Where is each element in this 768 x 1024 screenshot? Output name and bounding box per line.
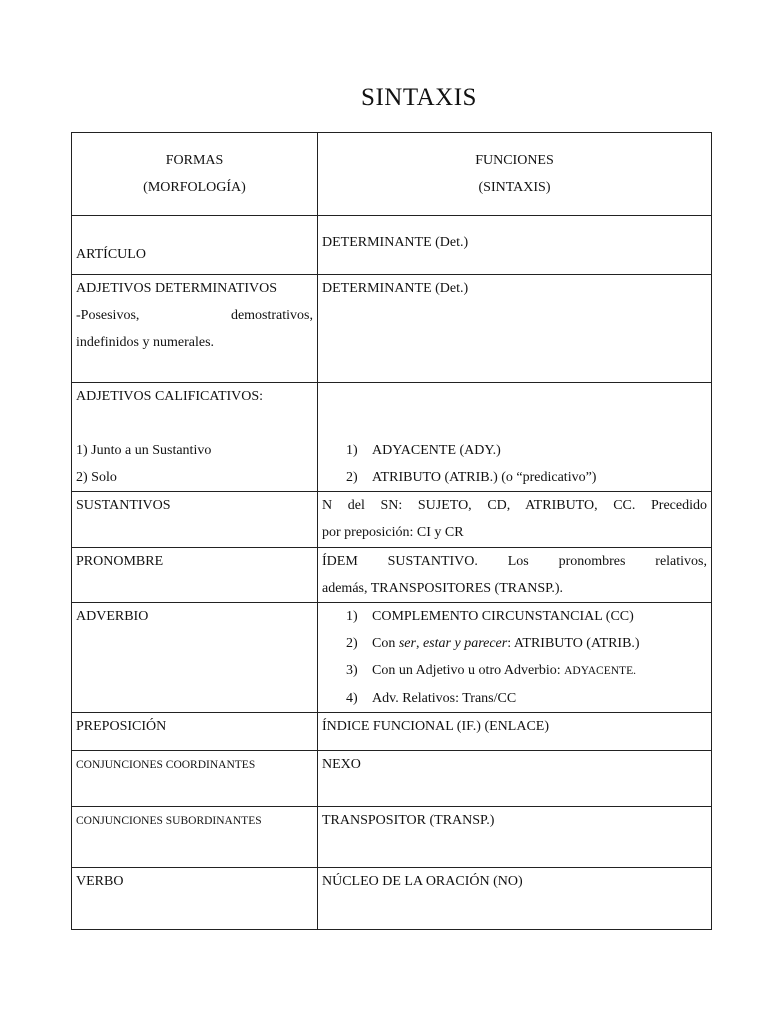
list-item: 4) Adv. Relativos: Trans/CC — [346, 691, 517, 706]
list-item: 3) Con un Adjetivo u otro Adverbio: ADYACENTE. — [346, 663, 636, 678]
page-title: SINTAXIS — [361, 84, 477, 111]
syntax-table — [71, 132, 712, 930]
list-item: 1) ADYACENTE (ADY.) — [346, 443, 501, 458]
funcion-cell — [318, 603, 712, 713]
list-item: 2) ATRIBUTO (ATRIB.) (o “predicativo”) — [346, 470, 597, 485]
table-row — [72, 492, 712, 548]
funcion-cell: NEXO — [318, 751, 712, 807]
table-row — [72, 548, 712, 603]
forma-cell: PREPOSICIÓN — [72, 713, 318, 751]
funcion-cell: ÍDEM SUSTANTIVO. Los pronombres relativos, además, TRANSPOSITORES (TRANSP.). — [318, 548, 712, 603]
table-row — [72, 713, 712, 751]
forma-cell: PRONOMBRE — [72, 548, 318, 603]
funcion-cell: ÍNDICE FUNCIONAL (IF.) (ENLACE) — [318, 713, 712, 751]
forma-cell: CONJUNCIONES COORDINANTES — [72, 751, 318, 807]
table-row — [72, 275, 712, 383]
forma-cell: ADJETIVOS CALIFICATIVOS: 1) Junto a un Sustantivo 2) Solo — [72, 383, 318, 492]
forma-cell: ADJETIVOS DETERMINATIVOS -Posesivos, demostrativos, indefinidos y numerales. — [72, 275, 318, 383]
funcion-list — [322, 603, 707, 712]
table-row — [72, 751, 712, 807]
forma-cell: SUSTANTIVOS — [72, 492, 318, 548]
header-funciones: FUNCIONES (SINTAXIS) — [318, 133, 712, 216]
funcion-cell: DETERMINANTE (Det.) — [318, 216, 712, 275]
funcion-list — [322, 437, 707, 491]
forma-cell: ARTÍCULO — [72, 216, 318, 275]
table-row — [72, 868, 712, 930]
forma-cell: ADVERBIO — [72, 603, 318, 713]
list-item: 2) Con ser, estar y parecer: ATRIBUTO (ATRIB.) — [346, 636, 640, 651]
funcion-cell: DETERMINANTE (Det.) — [318, 275, 712, 383]
funcion-cell: NÚCLEO DE LA ORACIÓN (NO) — [318, 868, 712, 930]
forma-cell: VERBO — [72, 868, 318, 930]
header-row — [72, 133, 712, 216]
table-row — [72, 807, 712, 868]
list-item: 1) COMPLEMENTO CIRCUNSTANCIAL (CC) — [346, 609, 634, 624]
table-row — [72, 383, 712, 492]
header-formas: FORMAS (MORFOLOGÍA) — [72, 133, 318, 216]
funcion-cell: TRANSPOSITOR (TRANSP.) — [318, 807, 712, 868]
table-row — [72, 216, 712, 275]
funcion-cell — [318, 383, 712, 492]
table-row — [72, 603, 712, 713]
funcion-cell: N del SN: SUJETO, CD, ATRIBUTO, CC. Precedido por preposición: CI y CR — [318, 492, 712, 548]
forma-cell: CONJUNCIONES SUBORDINANTES — [72, 807, 318, 868]
